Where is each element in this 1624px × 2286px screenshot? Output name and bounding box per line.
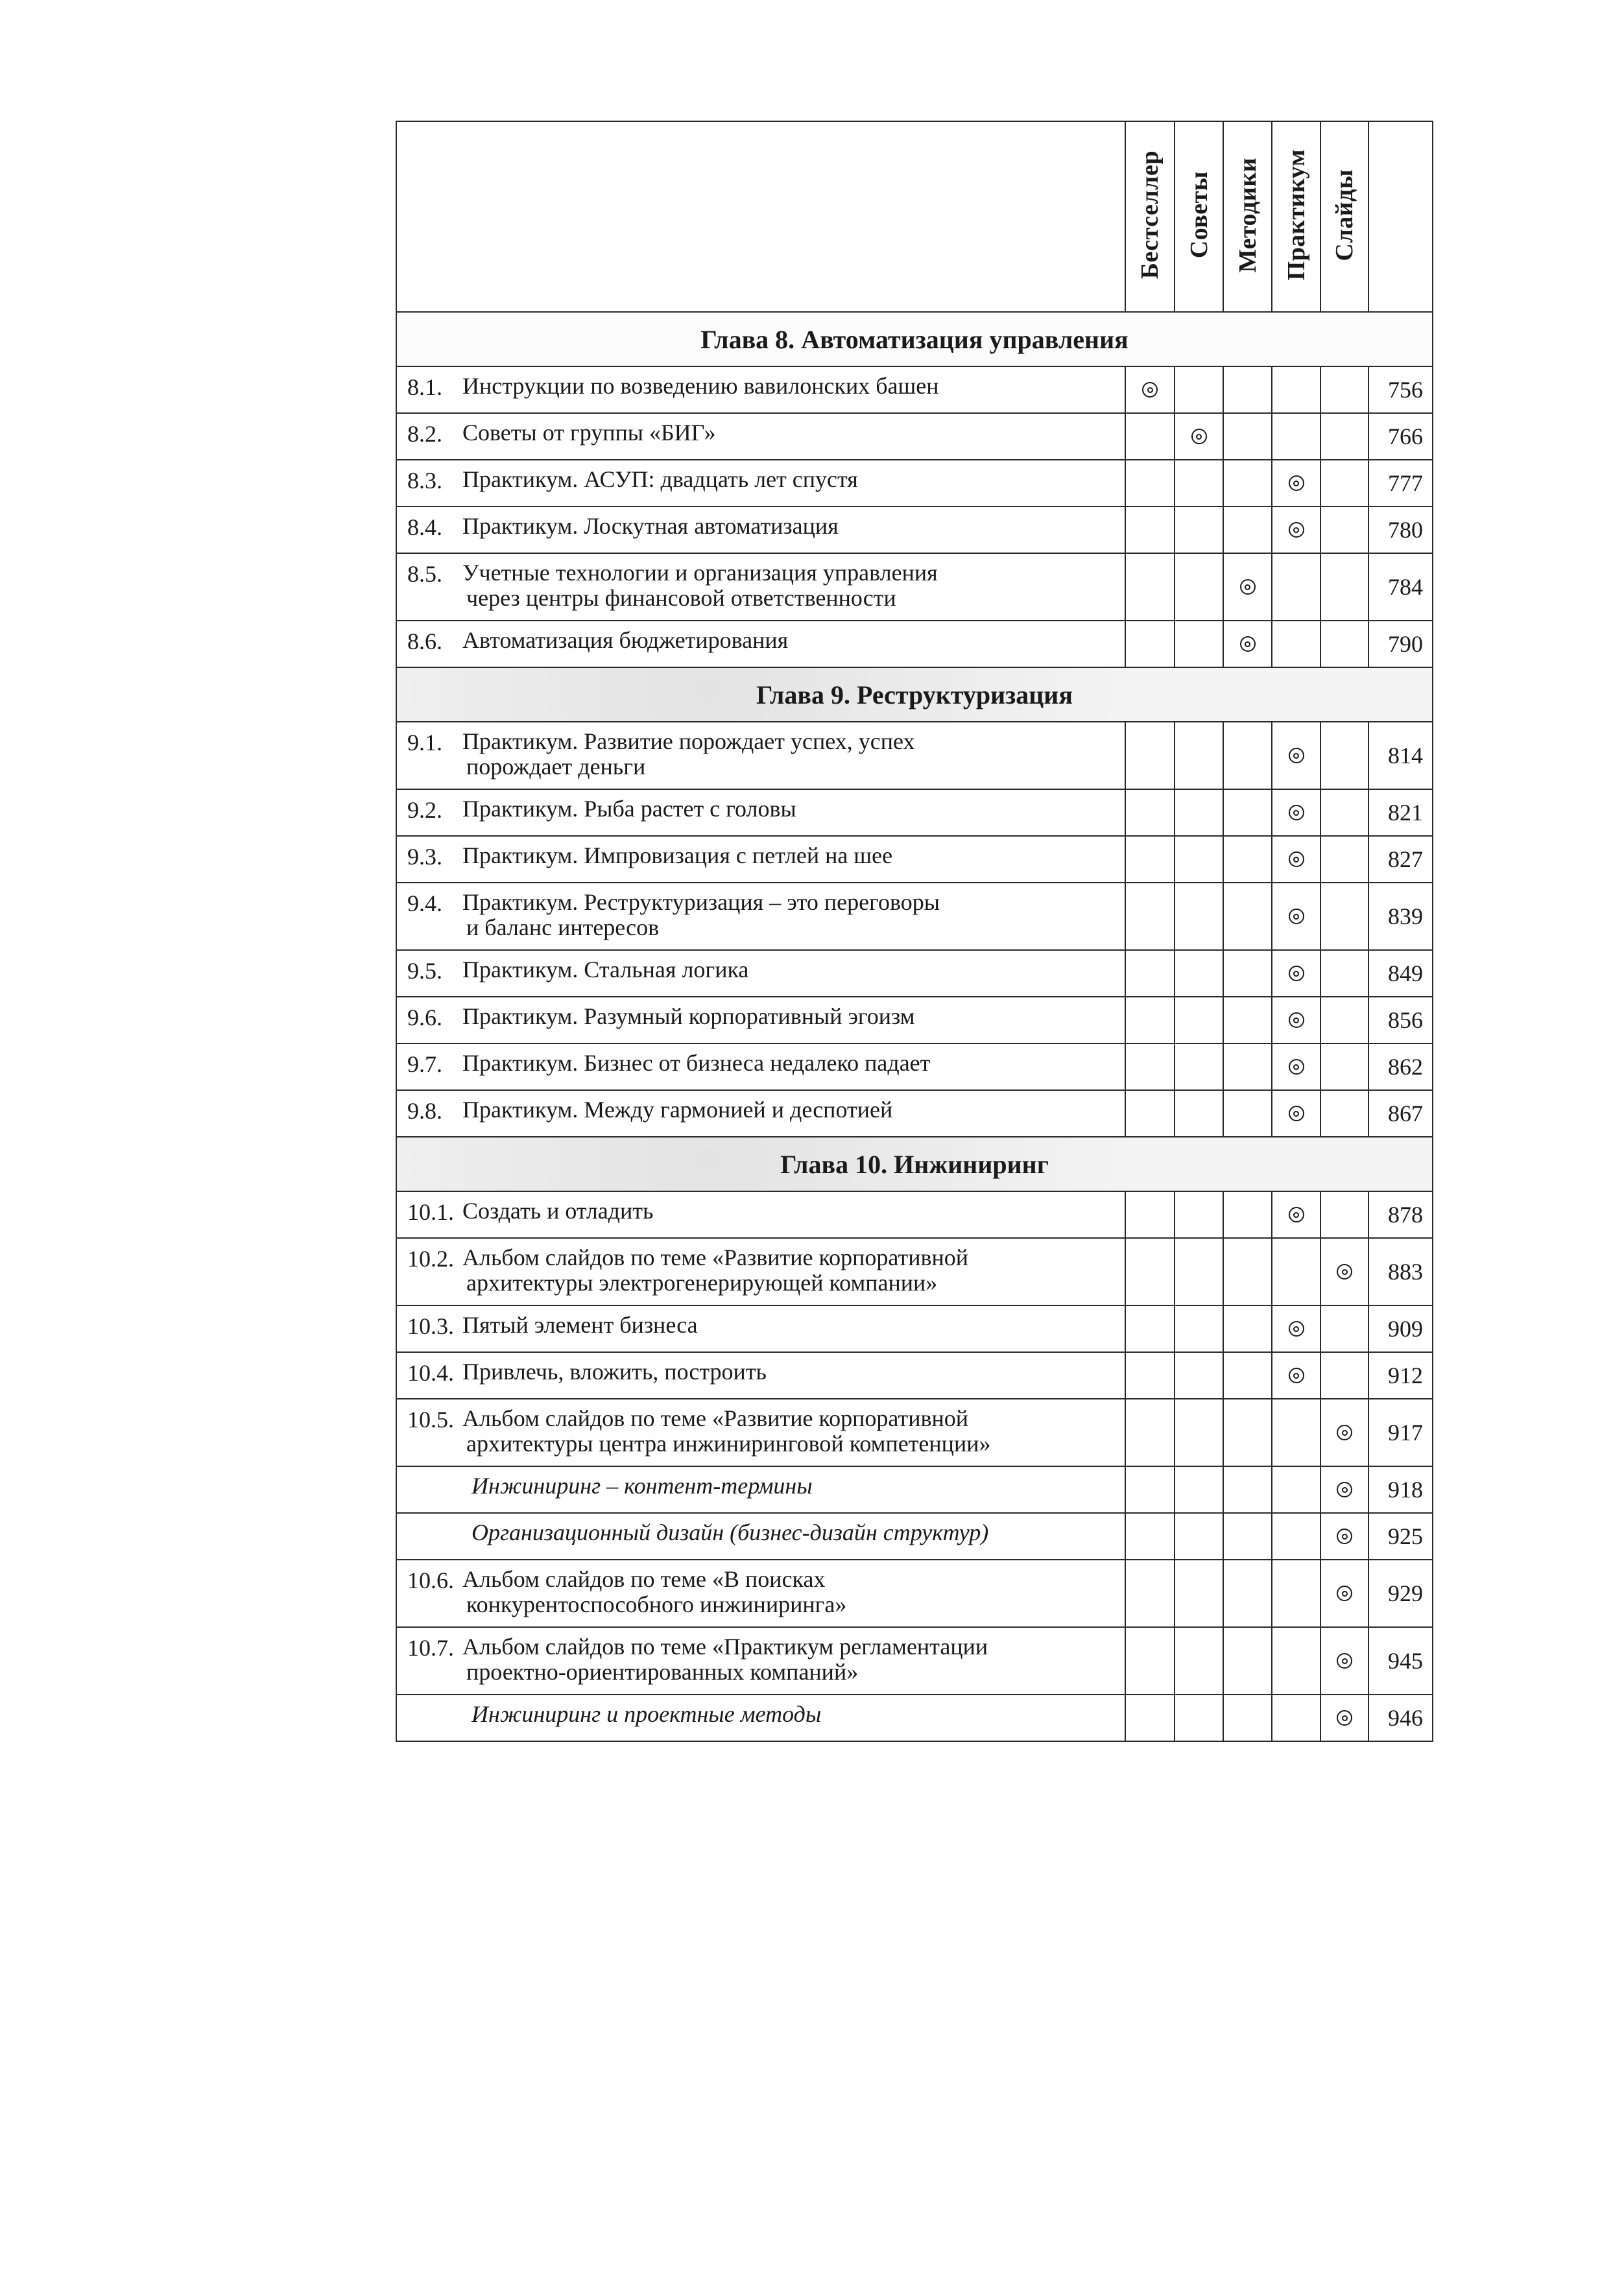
target-mark-icon [1142, 382, 1158, 398]
toc-entry-row [396, 506, 1433, 553]
entry-title-line: Привлечь, вложить, построить [462, 1359, 767, 1385]
entry-title [460, 1238, 1125, 1305]
entry-title [460, 1305, 1125, 1352]
entry-number: 10.5. [396, 1399, 460, 1466]
toc-entry-row [396, 1627, 1433, 1695]
entry-title-line: Пятый элемент бизнеса [462, 1312, 698, 1338]
mark-cell-advice [1175, 1627, 1223, 1695]
mark-cell-practicum [1272, 997, 1320, 1043]
chapter-title: Глава 9. Реструктуризация [396, 667, 1433, 722]
mark-cell-methods [1223, 1191, 1272, 1238]
mark-cell-bestseller [1125, 1090, 1175, 1137]
mark-cell-advice [1175, 722, 1223, 789]
mark-cell-advice [1175, 1238, 1223, 1305]
mark-cell-methods [1223, 1090, 1272, 1137]
mark-cell-bestseller [1125, 1560, 1175, 1627]
mark-cell-practicum [1272, 1043, 1320, 1090]
entry-title-line: Альбом слайдов по теме «Развитие корпоративной [462, 1244, 968, 1270]
toc-entry-row [396, 1305, 1433, 1352]
entry-title-line: конкурентоспособного инжиниринга» [466, 1591, 847, 1617]
entry-title-line: Организационный дизайн (бизнес-дизайн структур) [472, 1519, 989, 1545]
mark-cell-slides [1320, 366, 1368, 413]
entry-title [460, 621, 1125, 667]
mark-cell-advice [1175, 1191, 1223, 1238]
entry-title-line: Практикум. Развитие порождает успех, успех [462, 728, 915, 754]
page-number: 839 [1368, 883, 1433, 950]
entry-title [460, 1513, 1125, 1560]
entry-title [460, 836, 1125, 883]
mark-cell-methods [1223, 1352, 1272, 1399]
target-mark-icon [1240, 636, 1256, 652]
entry-number: 9.1. [396, 722, 460, 789]
entry-number: 9.6. [396, 997, 460, 1043]
chapter-title: Глава 8. Автоматизация управления [396, 312, 1433, 366]
entry-number: 10.4. [396, 1352, 460, 1399]
mark-cell-methods [1223, 460, 1272, 506]
entry-number: 9.4. [396, 883, 460, 950]
entry-title [460, 1627, 1125, 1695]
mark-cell-bestseller [1125, 722, 1175, 789]
mark-cell-slides [1320, 1305, 1368, 1352]
entry-title [460, 1191, 1125, 1238]
toc-entry-row [396, 460, 1433, 506]
toc-entry-row [396, 950, 1433, 997]
mark-cell-bestseller [1125, 621, 1175, 667]
page-number: 912 [1368, 1352, 1433, 1399]
target-mark-icon [1289, 966, 1304, 981]
mark-cell-advice [1175, 553, 1223, 621]
mark-cell-slides [1320, 1352, 1368, 1399]
target-mark-icon [1289, 1207, 1304, 1222]
mark-cell-practicum [1272, 1238, 1320, 1305]
column-header-slides: Слайды [1320, 121, 1368, 312]
entry-title-line: Практикум. АСУП: двадцать лет спустя [462, 466, 858, 492]
mark-cell-slides [1320, 1191, 1368, 1238]
mark-cell-advice [1175, 997, 1223, 1043]
entry-title [460, 1352, 1125, 1399]
page-number: 814 [1368, 722, 1433, 789]
entry-number [396, 1466, 460, 1513]
mark-cell-slides [1320, 460, 1368, 506]
toc-entry-row [396, 883, 1433, 950]
mark-cell-slides [1320, 997, 1368, 1043]
target-mark-icon [1289, 805, 1304, 820]
entry-title [460, 1695, 1125, 1741]
mark-cell-slides [1320, 621, 1368, 667]
mark-cell-methods [1223, 1238, 1272, 1305]
column-header-practicum: Практикум [1272, 121, 1320, 312]
mark-cell-slides [1320, 413, 1368, 460]
mark-cell-slides [1320, 883, 1368, 950]
mark-cell-bestseller [1125, 836, 1175, 883]
mark-cell-slides [1320, 1560, 1368, 1627]
mark-cell-bestseller [1125, 1191, 1175, 1238]
page-number: 918 [1368, 1466, 1433, 1513]
page-number: 946 [1368, 1695, 1433, 1741]
mark-cell-slides [1320, 950, 1368, 997]
entry-number: 8.6. [396, 621, 460, 667]
entry-title-line: Учетные технологии и организация управления [462, 560, 938, 586]
mark-cell-practicum [1272, 789, 1320, 836]
mark-cell-methods [1223, 1695, 1272, 1741]
mark-cell-bestseller [1125, 1238, 1175, 1305]
toc-entry-row [396, 1399, 1433, 1466]
target-mark-icon [1289, 1106, 1304, 1121]
mark-cell-slides [1320, 1043, 1368, 1090]
entry-title [460, 1466, 1125, 1513]
mark-cell-methods [1223, 1399, 1272, 1466]
toc-entry-row [396, 997, 1433, 1043]
mark-cell-practicum [1272, 1191, 1320, 1238]
mark-cell-advice [1175, 836, 1223, 883]
header-row [396, 121, 1433, 312]
entry-number: 9.8. [396, 1090, 460, 1137]
page-number: 821 [1368, 789, 1433, 836]
entry-title-line: Инжиниринг и проектные методы [472, 1701, 822, 1727]
toc-entry-row [396, 1238, 1433, 1305]
entry-title-line: архитектуры электрогенерирующей компании» [466, 1270, 938, 1296]
page-number: 790 [1368, 621, 1433, 667]
mark-cell-practicum [1272, 1513, 1320, 1560]
toc-entry-row [396, 621, 1433, 667]
mark-cell-practicum [1272, 1090, 1320, 1137]
mark-cell-bestseller [1125, 950, 1175, 997]
entry-title-line: Практикум. Между гармонией и деспотией [462, 1097, 893, 1123]
entry-number [396, 1513, 460, 1560]
entry-title-line: Инструкции по возведению вавилонских башен [462, 373, 939, 399]
entry-title-line: порождает деньги [466, 754, 646, 780]
mark-cell-advice [1175, 413, 1223, 460]
target-mark-icon [1337, 1710, 1352, 1726]
mark-cell-practicum [1272, 1627, 1320, 1695]
entry-title-line: и баланс интересов [466, 914, 660, 940]
mark-cell-methods [1223, 836, 1272, 883]
column-header-methods: Методики [1223, 121, 1272, 312]
mark-cell-advice [1175, 1466, 1223, 1513]
entry-title [460, 950, 1125, 997]
mark-cell-practicum [1272, 413, 1320, 460]
mark-cell-bestseller [1125, 1043, 1175, 1090]
entry-number: 10.3. [396, 1305, 460, 1352]
mark-cell-slides [1320, 1627, 1368, 1695]
target-mark-icon [1289, 909, 1304, 924]
entry-title-line: через центры финансовой ответственности [466, 585, 896, 611]
page-number: 856 [1368, 997, 1433, 1043]
mark-cell-methods [1223, 1560, 1272, 1627]
target-mark-icon [1289, 851, 1304, 867]
mark-cell-bestseller [1125, 997, 1175, 1043]
mark-cell-advice [1175, 1399, 1223, 1466]
mark-cell-bestseller [1125, 506, 1175, 553]
entry-title [460, 460, 1125, 506]
mark-cell-bestseller [1125, 1352, 1175, 1399]
mark-cell-advice [1175, 366, 1223, 413]
entry-title [460, 1043, 1125, 1090]
toc-entry-row [396, 836, 1433, 883]
entry-title-line: Практикум. Импровизация с петлей на шее [462, 842, 893, 868]
mark-cell-practicum [1272, 883, 1320, 950]
entry-title [460, 366, 1125, 413]
mark-cell-methods [1223, 413, 1272, 460]
mark-cell-bestseller [1125, 1466, 1175, 1513]
toc-entry-row [396, 1560, 1433, 1627]
contents-body [396, 312, 1433, 1741]
entry-title-line: Практикум. Лоскутная автоматизация [462, 513, 839, 539]
entry-number: 9.7. [396, 1043, 460, 1090]
mark-cell-practicum [1272, 1466, 1320, 1513]
toc-entry-row [396, 1090, 1433, 1137]
mark-cell-bestseller [1125, 1695, 1175, 1741]
mark-cell-advice [1175, 1560, 1223, 1627]
mark-cell-methods [1223, 883, 1272, 950]
page-number: 929 [1368, 1560, 1433, 1627]
mark-cell-practicum [1272, 553, 1320, 621]
target-mark-icon [1289, 1368, 1304, 1383]
mark-cell-methods [1223, 1305, 1272, 1352]
entry-title [460, 997, 1125, 1043]
page-number: 827 [1368, 836, 1433, 883]
target-mark-icon [1337, 1264, 1352, 1280]
page-number: 780 [1368, 506, 1433, 553]
target-mark-icon [1191, 429, 1207, 444]
toc-entry-row [396, 1352, 1433, 1399]
mark-cell-bestseller [1125, 1305, 1175, 1352]
entry-number [396, 1695, 460, 1741]
entry-number: 10.7. [396, 1627, 460, 1695]
toc-entry-row [396, 366, 1433, 413]
mark-cell-practicum [1272, 1560, 1320, 1627]
mark-cell-methods [1223, 789, 1272, 836]
mark-cell-advice [1175, 789, 1223, 836]
entry-title-line: Альбом слайдов по теме «В поисках [462, 1566, 826, 1592]
entry-title [460, 506, 1125, 553]
target-mark-icon [1337, 1425, 1352, 1440]
entry-number: 8.2. [396, 413, 460, 460]
entry-number: 8.3. [396, 460, 460, 506]
entry-title-line: Практикум. Рыба растет с головы [462, 796, 796, 822]
entry-title-line: Практикум. Бизнес от бизнеса недалеко падает [462, 1050, 931, 1076]
page-number: 867 [1368, 1090, 1433, 1137]
mark-cell-methods [1223, 1043, 1272, 1090]
mark-cell-slides [1320, 1466, 1368, 1513]
mark-cell-practicum [1272, 950, 1320, 997]
mark-cell-methods [1223, 1513, 1272, 1560]
entry-number: 8.1. [396, 366, 460, 413]
mark-cell-slides [1320, 1695, 1368, 1741]
mark-cell-practicum [1272, 836, 1320, 883]
mark-cell-practicum [1272, 1305, 1320, 1352]
entry-number: 10.2. [396, 1238, 460, 1305]
entry-title-line: Инжиниринг – контент-термины [472, 1473, 813, 1499]
chapter-row [396, 1137, 1433, 1191]
entry-title-line: Альбом слайдов по теме «Развитие корпоративной [462, 1405, 968, 1431]
target-mark-icon [1289, 475, 1304, 491]
target-mark-icon [1289, 1321, 1304, 1337]
mark-cell-advice [1175, 1043, 1223, 1090]
entry-number: 10.6. [396, 1560, 460, 1627]
entry-title [460, 553, 1125, 621]
mark-cell-methods [1223, 366, 1272, 413]
mark-cell-methods [1223, 553, 1272, 621]
target-mark-icon [1289, 1059, 1304, 1075]
mark-cell-advice [1175, 1513, 1223, 1560]
mark-cell-bestseller [1125, 789, 1175, 836]
mark-cell-advice [1175, 1090, 1223, 1137]
toc-entry-row [396, 1191, 1433, 1238]
page-number: 756 [1368, 366, 1433, 413]
chapter-title: Глава 10. Инжиниринг [396, 1137, 1433, 1191]
mark-cell-advice [1175, 1352, 1223, 1399]
mark-cell-bestseller [1125, 460, 1175, 506]
entry-title-line: Создать и отладить [462, 1198, 654, 1224]
mark-cell-bestseller [1125, 413, 1175, 460]
mark-cell-bestseller [1125, 1399, 1175, 1466]
mark-cell-advice [1175, 621, 1223, 667]
mark-cell-methods [1223, 722, 1272, 789]
page-number: 766 [1368, 413, 1433, 460]
entry-title [460, 413, 1125, 460]
mark-cell-advice [1175, 506, 1223, 553]
mark-cell-practicum [1272, 460, 1320, 506]
toc-entry-row [396, 1513, 1433, 1560]
chapter-row [396, 667, 1433, 722]
page-number: 777 [1368, 460, 1433, 506]
toc-entry-row [396, 1466, 1433, 1513]
mark-cell-methods [1223, 997, 1272, 1043]
mark-cell-advice [1175, 883, 1223, 950]
page-number: 849 [1368, 950, 1433, 997]
mark-cell-practicum [1272, 1695, 1320, 1741]
target-mark-icon [1289, 748, 1304, 763]
target-mark-icon [1337, 1586, 1352, 1601]
target-mark-icon [1337, 1529, 1352, 1544]
column-header-bestseller: Бестселлер [1125, 121, 1175, 312]
header-page-cell [1368, 121, 1433, 312]
mark-cell-methods [1223, 950, 1272, 997]
mark-cell-advice [1175, 950, 1223, 997]
target-mark-icon [1337, 1653, 1352, 1669]
entry-title [460, 722, 1125, 789]
mark-cell-methods [1223, 506, 1272, 553]
page-number: 945 [1368, 1627, 1433, 1695]
mark-cell-advice [1175, 1695, 1223, 1741]
mark-cell-slides [1320, 722, 1368, 789]
entry-title-line: Практикум. Разумный корпоративный эгоизм [462, 1003, 915, 1029]
mark-cell-bestseller [1125, 1627, 1175, 1695]
mark-cell-bestseller [1125, 1513, 1175, 1560]
entry-title-line: Практикум. Стальная логика [462, 957, 749, 982]
page-number: 784 [1368, 553, 1433, 621]
entry-title [460, 1399, 1125, 1466]
page-number: 862 [1368, 1043, 1433, 1090]
entry-title-line: Альбом слайдов по теме «Практикум регламентации [462, 1634, 988, 1660]
mark-cell-slides [1320, 1513, 1368, 1560]
mark-cell-slides [1320, 1238, 1368, 1305]
mark-cell-slides [1320, 1090, 1368, 1137]
mark-cell-bestseller [1125, 883, 1175, 950]
mark-cell-advice [1175, 460, 1223, 506]
chapter-row [396, 312, 1433, 366]
mark-cell-practicum [1272, 722, 1320, 789]
mark-cell-bestseller [1125, 553, 1175, 621]
mark-cell-practicum [1272, 506, 1320, 553]
entry-number: 9.5. [396, 950, 460, 997]
page-number: 883 [1368, 1238, 1433, 1305]
page-number: 925 [1368, 1513, 1433, 1560]
mark-cell-methods [1223, 1466, 1272, 1513]
mark-cell-practicum [1272, 621, 1320, 667]
target-mark-icon [1289, 1012, 1304, 1028]
mark-cell-advice [1175, 1305, 1223, 1352]
mark-cell-slides [1320, 506, 1368, 553]
page-number: 917 [1368, 1399, 1433, 1466]
entry-number: 10.1. [396, 1191, 460, 1238]
page-number: 878 [1368, 1191, 1433, 1238]
mark-cell-slides [1320, 1399, 1368, 1466]
toc-entry-row [396, 413, 1433, 460]
mark-cell-practicum [1272, 366, 1320, 413]
entry-title-line: Автоматизация бюджетирования [462, 627, 789, 653]
mark-cell-bestseller [1125, 366, 1175, 413]
page-number: 909 [1368, 1305, 1433, 1352]
entry-title [460, 1560, 1125, 1627]
mark-cell-slides [1320, 836, 1368, 883]
mark-cell-slides [1320, 789, 1368, 836]
toc-entry-row [396, 722, 1433, 789]
column-header-advice: Советы [1175, 121, 1223, 312]
contents-table [396, 121, 1433, 1742]
toc-entry-row [396, 1695, 1433, 1741]
target-mark-icon [1240, 579, 1256, 595]
mark-cell-practicum [1272, 1399, 1320, 1466]
mark-cell-practicum [1272, 1352, 1320, 1399]
entry-number: 9.3. [396, 836, 460, 883]
entry-number: 8.5. [396, 553, 460, 621]
toc-entry-row [396, 1043, 1433, 1090]
target-mark-icon [1289, 522, 1304, 538]
mark-cell-methods [1223, 1627, 1272, 1695]
entry-title [460, 883, 1125, 950]
mark-cell-methods [1223, 621, 1272, 667]
entry-title [460, 1090, 1125, 1137]
entry-title-line: Советы от группы «БИГ» [462, 420, 716, 446]
entry-title [460, 789, 1125, 836]
entry-number: 8.4. [396, 506, 460, 553]
header-blank-cell [396, 121, 1125, 312]
mark-cell-slides [1320, 553, 1368, 621]
entry-title-line: проектно-ориентированных компаний» [466, 1659, 859, 1685]
target-mark-icon [1337, 1482, 1352, 1497]
entry-title-line: Практикум. Реструктуризация – это переговоры [462, 889, 940, 915]
toc-entry-row [396, 553, 1433, 621]
entry-title-line: архитектуры центра инжиниринговой компетенции» [466, 1431, 991, 1457]
toc-entry-row [396, 789, 1433, 836]
entry-number: 9.2. [396, 789, 460, 836]
